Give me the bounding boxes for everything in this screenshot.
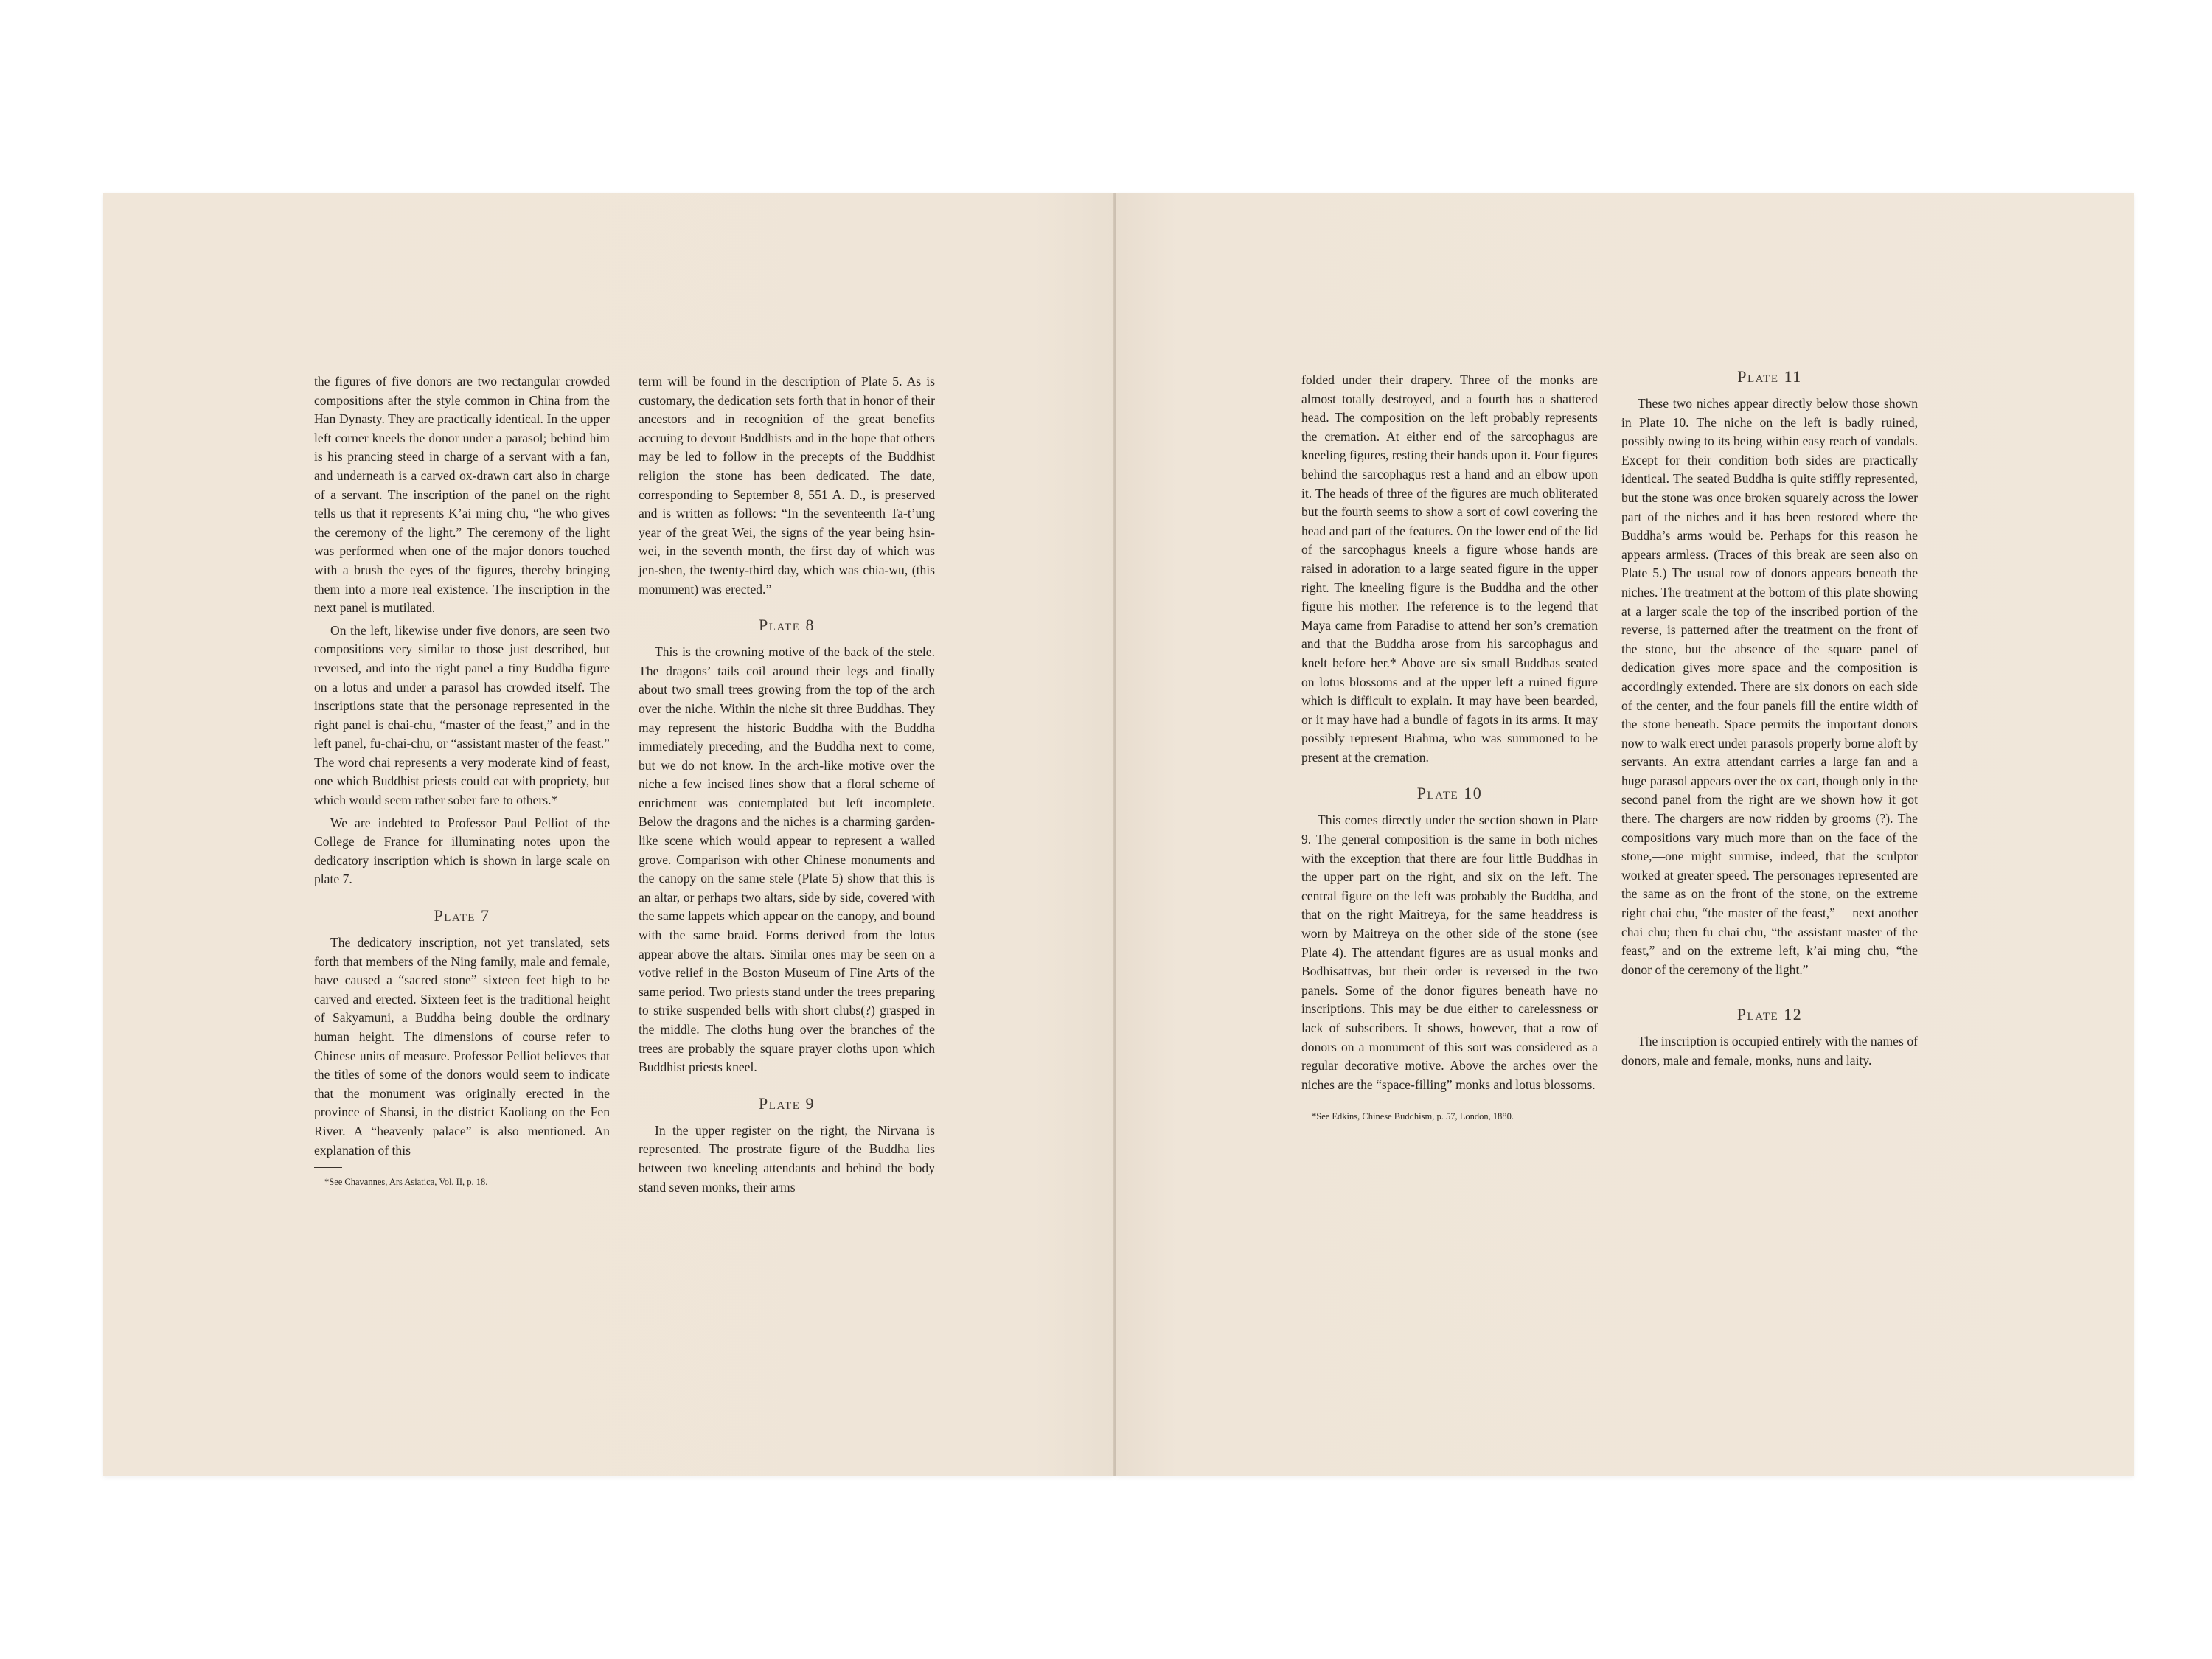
paragraph: term will be found in the description of Plate 5. As is customary, the dedication sets forth that in honor of their ancestors and in recognition of the great benefits accruing to devout Buddhists and in the hope that others may be led to follow in the precepts of the Buddhist religion the stone has been dedicated. The date, corresponding to September 8, 551 A. D., is preserved and is written as follows: “In the seventeenth Ta-t’ung year of the great Wei, the signs of the year being hsin-wei, in the seventh month, the first day of which was jen-shen, the twenty-third day, which was chia-wu, (this monument) was erected.” bbox=[639, 374, 935, 597]
paragraph: In the upper register on the right, the Nirvana is represented. The prostrate figure of the Buddha lies between two kneeling attendants and behind the body stand seven monks, their arms bbox=[639, 1122, 935, 1194]
right-page-column-2 bbox=[1621, 350, 1918, 1071]
section-heading-plate-7: Plate 7 bbox=[434, 906, 490, 925]
paragraph: The inscription is occupied entirely with the names of donors, male and female, monks, nuns and laity. bbox=[1621, 1034, 1918, 1068]
paragraph: These two niches appear directly below those shown in Plate 10. The niche on the left is badly ruined, possibly owing to its being within easy reach of vandals. Except for their condition both sides are practically identical. The seated Buddha is quite stiffly represented, but the stone was once broken squarely across the lower part of the niches and it has been restored where the Buddha’s arms would be. Perhaps for this reason he appears armless. (Traces of this break are seen also on Plate 5.) The usual row of donors appears beneath the niches. The treatment at the bottom of this plate showing at a larger scale the top of the inscribed portion of the reverse, is patterned after the treatment on the front of the stone, but the absence of the square panel of dedication gives more space and the composition is accordingly extended. There are six donors on each side of the center, and the four panels fill the entire width of the stone beneath. Space permits the important donors now to walk erect under parasols properly borne aloft by servants. An extra attendant carries a large fan and a huge parasol appears over the ox cart, though only in the second panel from the right are we shown how it got there. The chargers are now ridden by grooms (?). The compositions vary much more than on the face of the stone,—one might surmise, indeed, that the sculptor worked at greater speed. The personages represented are the same as on the front of the stone, on the extreme right chai chu, “the master of the feast,” —next another chai chu; then fu chai chu, “the assistant master of the feast,” and on the extreme left, k’ai ming chu, “the donor of the ceremony of the light.” bbox=[1621, 396, 1918, 977]
right-page-column-1 bbox=[1301, 371, 1598, 1123]
paragraph: On the left, likewise under five donors, are seen two compositions very similar to those just described, but reversed, and into the right panel a tiny Buddha figure on a lotus and under a parasol has crowded itself. The inscriptions state that the personage represented in the right panel is chai-chu, “master of the feast,” and in the left panel, fu-chai-chu, or “assistant master of the feast.” The word chai represents a very moderate kind of feast, one which Buddhist priests could eat with propriety, but which would seem rather sober fare to others.* bbox=[314, 622, 610, 808]
section-heading-plate-8: Plate 8 bbox=[759, 616, 815, 635]
section-heading-plate-9: Plate 9 bbox=[759, 1093, 815, 1113]
paragraph: The dedicatory inscription, not yet translated, sets forth that members of the Ning family, male and female, have caused a “sacred stone” sixteen feet high to be carved and erected. Sixteen feet is the traditional height of Sakyamuni, a Buddha being double the ordinary human height. The dimensions of course refer to Chinese units of measure. Professor Pelliot believes that the titles of some of the donors would seem to indicate that the monument was originally erected in the province of Shansi, in the district Kaoliang on the Fen River. A “heavenly palace” is also mentioned. An explanation of this bbox=[314, 935, 610, 1158]
paragraph: We are indebted to Professor Paul Pelliot of the College de France for illuminating notes upon the dedicatory inscription which is shown in large scale on plate 7. bbox=[314, 815, 610, 887]
section-heading-plate-11: Plate 11 bbox=[1737, 367, 1802, 386]
left-page-column-2 bbox=[639, 372, 935, 1197]
left-page-column-1 bbox=[314, 372, 610, 1189]
section-heading-plate-12: Plate 12 bbox=[1736, 1005, 1803, 1024]
paragraph: This comes directly under the section shown in Plate 9. The general composition is the same in both niches with the exception that there are four little Buddhas in the upper part on the right, and six on the left. The central figure on the left was probably the Buddha, and that on the right Maitreya, for the same headdress is worn by Maitreya on the other side of the stone (see Plate 4). The attendant figures are as usual monks and Bodhisattvas, but their order is reversed in the two panels. Some of the donor figures beneath have no inscriptions. This may be due either to carelessness or lack of subscribers. It shows, however, that a row of donors on a monument of this sort was considered as a regular decorative motive. Above the arches over the niches are the “space-filling” monks and lotus blossoms. bbox=[1301, 813, 1598, 1092]
paragraph: This is the crowning motive of the back of the stele. The dragons’ tails coil around their legs and finally about two small trees growing from the top of the arch over the niche. Within the niche sit three Buddhas. They may represent the historic Buddha with the Buddha immediately preceding, and the Buddha next to come, but we do not know. In the arch-like motive over the niche a few incised lines show that a floral scheme of enrichment was contemplated but left incomplete. Below the dragons and the niches is a charming garden-like scene which would appear to represent a walled grove. Comparison with other Chinese monuments and the canopy on the same stele (Plate 5) show that this is an altar, or perhaps two altars, side by side, covered with the same lappets which appear on the canopy, and bound with the same braid. Forms derived from the lotus appear above the altars. Similar ones may be seen on a votive relief in the Boston Museum of Fine Arts of the same period. Two priests stand under the trees preparing to strike suspended bells with short clubs(?) grasped in the middle. The cloths hung over the branches of the trees are probably the square prayer cloths upon which Buddhist priests kneel. bbox=[639, 644, 935, 1075]
paragraph: folded under their drapery. Three of the monks are almost totally destroyed, and a fourth has a shattered head. The composition on the left probably represents the cremation. At either end of the sarcophagus are kneeling figures, resting their hands upon it. Four figures behind the sarcophagus rest a hand and an elbow upon it. The heads of three of the figures are much obliterated but the fourth seems to show a sort of cowl covering the head and part of the features. On the lower end of the lid of the sarcophagus kneels a figure whose hands are raised in adoration to a large seated figure in the upper right. The kneeling figure is the Buddha and the other figure his mother. The reference is to the legend that Maya came from Paradise to attend her son’s cremation and that the Buddha arose from his sarcophagus and knelt before her.* Above are six small Buddhas seated on lotus blossoms and at the upper left a ruined figure which is difficult to explain. It may have been bearded, or it may have had a bundle of fagots in its arms. It may possibly represent Brahma, who was summoned to be present at the cremation. bbox=[1301, 372, 1598, 765]
section-heading-plate-10: Plate 10 bbox=[1416, 784, 1483, 803]
paragraph: the figures of five donors are two rectangular crowded compositions after the style common in China from the Han Dynasty. They are practically identical. In the upper left corner kneels the donor under a parasol; behind him is his prancing steed in charge of a servant with a fan, and underneath is a carved ox-drawn cart also in charge of a servant. The inscription of the panel on the right tells us that it represents K’ai ming chu, “he who gives the ceremony of the light.” The ceremony of the light was performed when one of the major donors touched with a brush the eyes of the figures, thereby bringing them into a more real existence. The inscription in the next panel is mutilated. bbox=[314, 374, 610, 616]
footnote: *See Edkins, Chinese Buddhism, p. 57, London, 1880. bbox=[1312, 1111, 1514, 1122]
footnote: *See Chavannes, Ars Asiatica, Vol. II, p. 18. bbox=[324, 1177, 488, 1188]
footnote-rule bbox=[314, 1167, 342, 1168]
